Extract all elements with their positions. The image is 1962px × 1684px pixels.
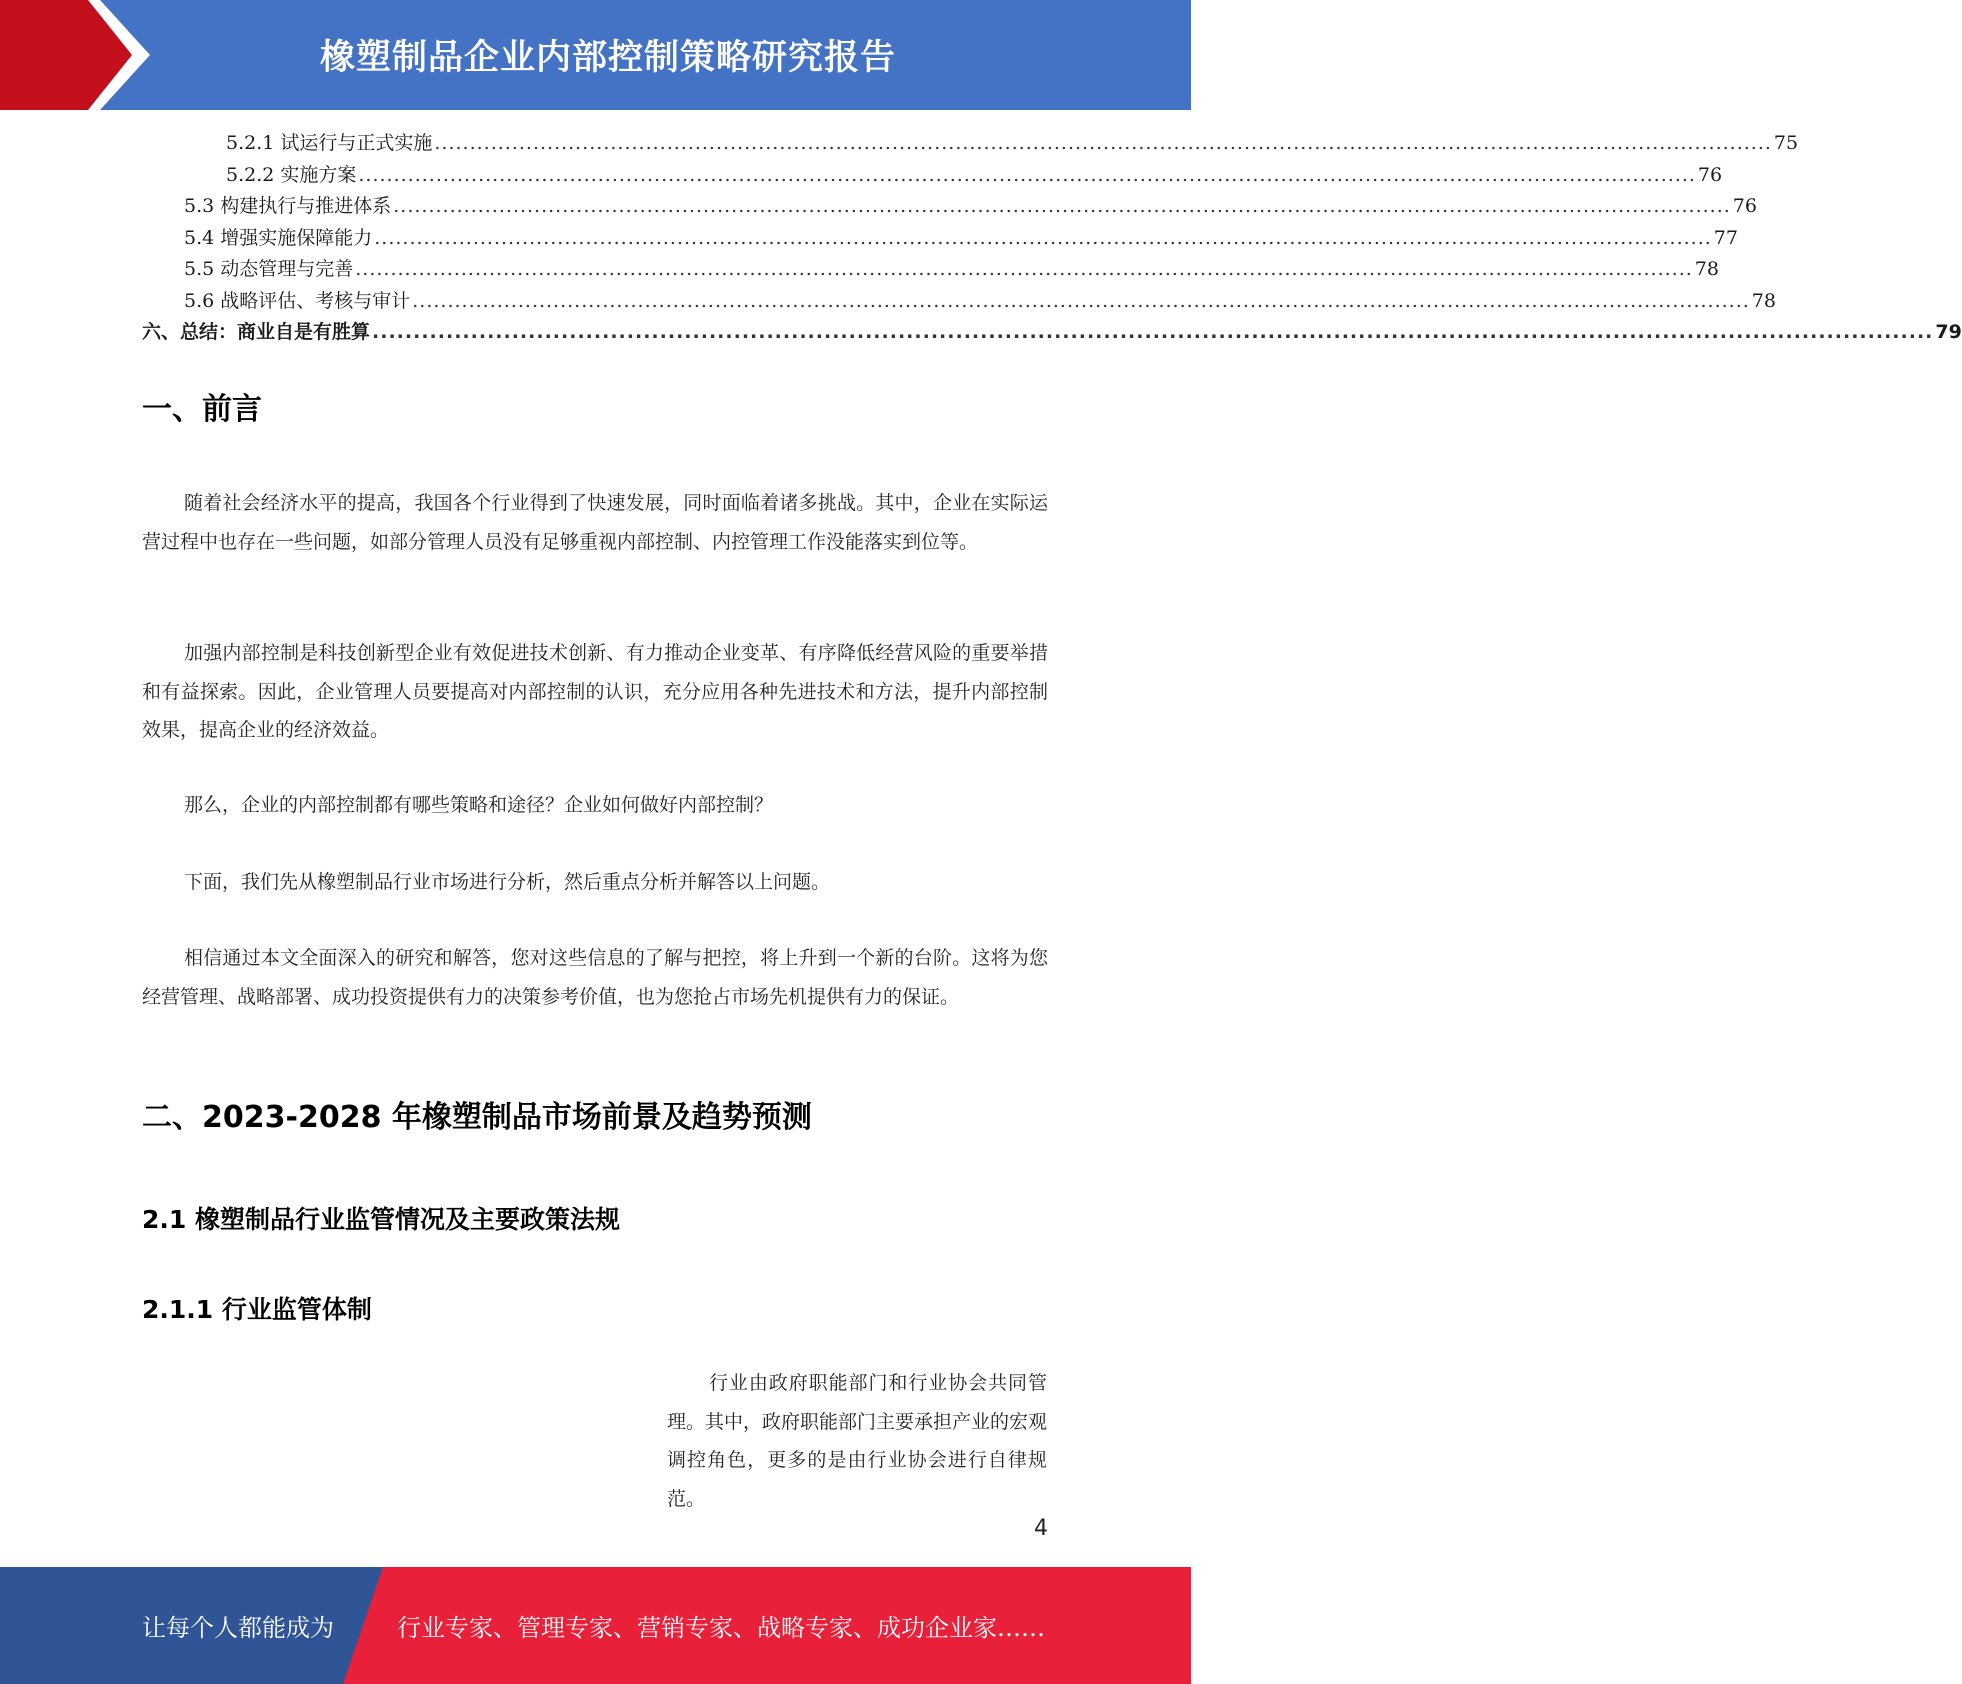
section-heading-preface: 一、前言 [142, 392, 262, 427]
toc-entry-title: 5.2.1 试运行与正式实施 [226, 132, 433, 154]
report-title: 橡塑制品企业内部控制策略研究报告 [319, 38, 896, 78]
toc-leader-dots: .............................................................................................................................................................................................. [355, 258, 1693, 280]
toc-leader-dots: .............................................................................................................................................................................................. [393, 195, 1731, 217]
page-header [0, 0, 1191, 110]
toc-entry[interactable] [142, 223, 1738, 255]
toc-entry-title: 5.2.2 实施方案 [226, 163, 357, 186]
toc-entry[interactable] [142, 160, 1723, 192]
footer-slogan-right: 行业专家、管理专家、营销专家、战略专家、成功企业家…… [397, 1614, 1045, 1642]
toc-entry-page: 78 [1751, 289, 1776, 312]
toc-leader-dots: .............................................................................................................................................................................................. [372, 321, 1934, 343]
page-number: 4 [1034, 1516, 1048, 1541]
subsection-heading: 2.1 橡塑制品行业监管情况及主要政策法规 [142, 1205, 620, 1234]
body-paragraph: 下面，我们先从橡塑制品行业市场进行分析，然后重点分析并解答以上问题。 [184, 871, 831, 893]
toc-entry-page: 78 [1694, 258, 1719, 280]
subsection-heading: 2.1.1 行业监管体制 [142, 1295, 372, 1324]
toc-entry-title: 5.5 动态管理与完善 [184, 258, 354, 280]
page-footer [0, 1567, 1191, 1684]
section-heading-market-forecast: 二、2023-2028 年橡塑制品市场前景及趋势预测 [142, 1100, 812, 1135]
toc-entry-page: 76 [1697, 163, 1723, 186]
toc-entry[interactable] [142, 254, 1719, 286]
toc-entry-title: 5.6 战略评估、考核与审计 [184, 289, 411, 312]
body-paragraph: 行业由政府职能部门和行业协会共同管理。其中，政府职能部门主要承担产业的宏观调控角色，更多的是由行业协会进行自律规范。 [667, 1372, 1048, 1510]
body-paragraph: 相信通过本文全面深入的研究和解答，您对这些信息的了解与把控，将上升到一个新的台阶。这将为您经营管理、战略部署、成功投资提供有力的决策参考价值，也为您抢占市场先机提供有力的保证。 [142, 947, 1048, 1008]
toc-entry-title: 5.4 增强实施保障能力 [184, 226, 373, 249]
toc-entry-page: 75 [1773, 132, 1799, 154]
toc-entry[interactable] [142, 128, 1799, 160]
toc-entry-title: 六、总结：商业自是有胜算 [142, 321, 371, 343]
toc-leader-dots: .............................................................................................................................................................................................. [434, 132, 1772, 154]
toc-leader-dots: .............................................................................................................................................................................................. [374, 226, 1712, 249]
toc-leader-dots: .............................................................................................................................................................................................. [412, 289, 1750, 312]
toc-leader-dots: .............................................................................................................................................................................................. [358, 163, 1696, 186]
toc-entry-title: 5.3 构建执行与推进体系 [184, 195, 392, 217]
toc-entry[interactable] [142, 286, 1776, 318]
toc-entry-page: 76 [1732, 195, 1757, 217]
toc-entry-page: 79 [1935, 321, 1962, 343]
toc-entry-page: 77 [1713, 226, 1738, 249]
body-paragraph: 随着社会经济水平的提高，我国各个行业得到了快速发展，同时面临着诸多挑战。其中，企业在实际运营过程中也存在一些问题，如部分管理人员没有足够重视内部控制、内控管理工作没能落实到位等。 [142, 492, 1048, 553]
body-paragraph: 那么，企业的内部控制都有哪些策略和途径？企业如何做好内部控制？ [184, 794, 774, 816]
toc-entry[interactable] [142, 191, 1757, 223]
table-of-contents [142, 128, 1962, 349]
body-paragraph: 加强内部控制是科技创新型企业有效促进技术创新、有力推动企业变革、有序降低经营风险的重要举措和有益探索。因此，企业管理人员要提高对内部控制的认识，充分应用各种先进技术和方法，提升内部控制效果，提高企业的经济效益。 [142, 642, 1048, 741]
toc-entry[interactable] [142, 317, 1962, 349]
footer-slogan-left: 让每个人都能成为 [142, 1614, 334, 1642]
